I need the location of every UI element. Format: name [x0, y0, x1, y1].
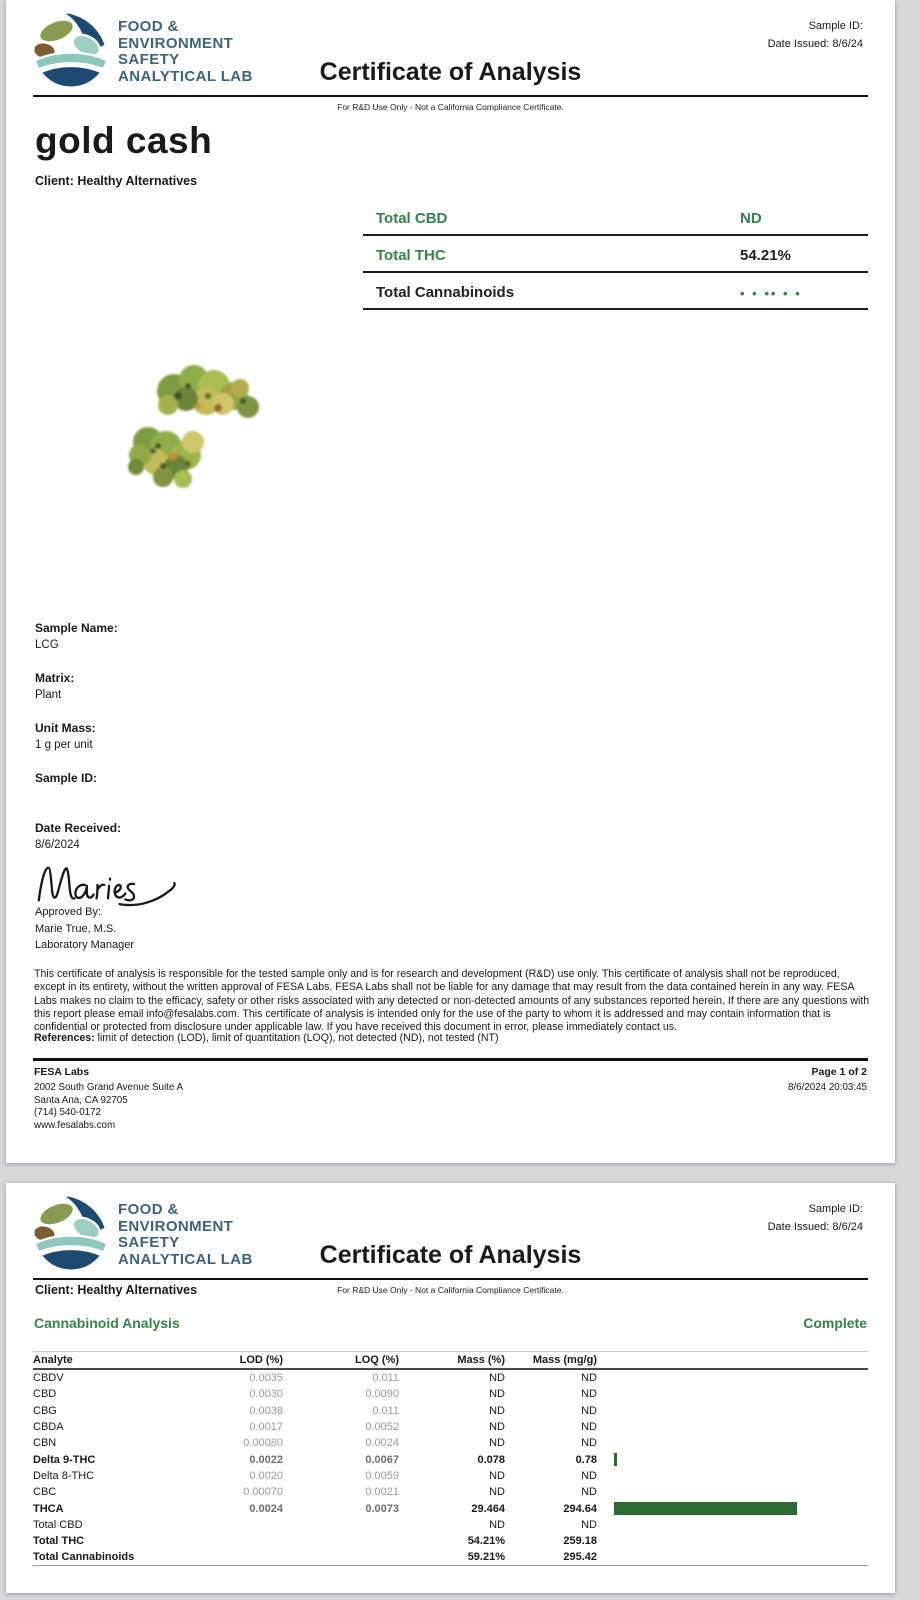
- totals-label: Total Cannabinoids: [376, 284, 515, 301]
- cell-mass-mgg: ND: [581, 1469, 597, 1482]
- cell-analyte: Total THC: [33, 1535, 85, 1548]
- sample-details: [35, 620, 121, 870]
- lab-name-line: ENVIRONMENT: [118, 34, 234, 52]
- mass-bar: [614, 1453, 617, 1466]
- table-row: [33, 1419, 868, 1435]
- approval-block: [35, 904, 134, 954]
- cell-mass-pct: ND: [489, 1404, 505, 1417]
- cell-loq: 0.0021: [365, 1486, 399, 1499]
- cell-mass-pct: ND: [489, 1469, 505, 1482]
- cell-analyte: Total CBD: [33, 1518, 83, 1531]
- footer-lab-block: [34, 1066, 183, 1132]
- field-label: Unit Mass:: [35, 721, 96, 735]
- lab-name-line: ENVIRONMENT: [118, 1217, 234, 1235]
- cell-analyte: THCA: [33, 1502, 64, 1515]
- cell-lod: 0.0024: [249, 1502, 283, 1515]
- cell-analyte: CBC: [33, 1486, 57, 1499]
- sample-field: [35, 720, 121, 770]
- cell-mass-pct: 0.078: [477, 1453, 505, 1466]
- coa-page-2: [6, 1183, 895, 1593]
- field-label: Matrix:: [35, 671, 75, 685]
- mass-bar-cell: [614, 1535, 868, 1548]
- approved-by-label: Approved By:: [35, 906, 102, 918]
- sample-field: [35, 770, 121, 820]
- cell-mass-pct: 54.21%: [467, 1535, 505, 1548]
- status-badge: Complete: [803, 1315, 867, 1331]
- mass-bar-cell: [614, 1469, 868, 1482]
- totals-row: [363, 199, 868, 236]
- cell-lod: 0.0022: [249, 1453, 283, 1466]
- cell-loq: 0.011: [372, 1372, 399, 1385]
- cell-mass-pct: ND: [489, 1372, 505, 1385]
- mass-bar-cell: [614, 1372, 868, 1385]
- cell-loq: 0.0024: [365, 1437, 399, 1450]
- page-number: Page 1 of 2: [811, 1066, 867, 1078]
- references-label: References:: [34, 1032, 95, 1044]
- col-mass-mgg: Mass (mg/g): [532, 1354, 597, 1366]
- col-mass-pct: Mass (%): [457, 1354, 505, 1366]
- totals-row: [363, 273, 868, 310]
- cell-lod: 0.00070: [243, 1486, 283, 1499]
- col-loq: LOQ (%): [355, 1354, 399, 1366]
- field-value: Plant: [35, 689, 62, 701]
- date-issued: Date Issued: 8/6/24: [767, 1221, 863, 1233]
- totals-label: Total THC: [376, 247, 446, 264]
- address-line: 2002 South Grand Avenue Suite A: [34, 1082, 184, 1093]
- cell-mass-pct: 29.464: [471, 1502, 505, 1515]
- approver-name: Marie True, M.S.: [35, 922, 117, 935]
- header-divider: [33, 1278, 868, 1280]
- table-row: [33, 1435, 868, 1451]
- cell-lod: 0.0038: [249, 1404, 283, 1417]
- field-value: 8/6/2024: [35, 839, 80, 851]
- address-line: Santa Ana, CA 92705: [34, 1094, 128, 1106]
- cell-analyte: CBN: [33, 1437, 57, 1450]
- field-label: Sample Name:: [35, 621, 118, 635]
- cell-lod: 0.0035: [249, 1372, 283, 1385]
- cell-mass-mgg: 295.42: [563, 1550, 597, 1563]
- table-row: [33, 1468, 868, 1484]
- col-lod: LOD (%): [239, 1354, 283, 1366]
- totals-value: 54.21%: [740, 247, 791, 264]
- sample-id-label: Sample ID:: [808, 20, 863, 32]
- mass-bar: [614, 1502, 797, 1515]
- table-row: [33, 1403, 868, 1419]
- totals-label: Total CBD: [376, 210, 448, 227]
- table-header-row: [33, 1351, 868, 1370]
- field-value: LCG: [35, 639, 59, 651]
- lab-name-line: FOOD &: [118, 18, 179, 35]
- lab-name-line: SAFETY: [118, 51, 180, 68]
- cell-analyte: CBDV: [33, 1372, 64, 1385]
- coa-page-1: [6, 0, 895, 1163]
- totals-summary: [363, 199, 868, 310]
- rd-use-disclaimer: For R&D Use Only - Not a California Compliance Certificate.: [337, 102, 564, 112]
- product-name: gold cash: [35, 120, 213, 161]
- lab-website-link[interactable]: www.fesalabs.com: [34, 1119, 116, 1131]
- sample-id-label: Sample ID:: [808, 1203, 863, 1215]
- cell-lod: 0.00080: [243, 1437, 283, 1450]
- signature: [32, 858, 187, 908]
- table-row: [33, 1517, 868, 1533]
- references-line: [34, 1032, 871, 1044]
- cell-mass-pct: ND: [489, 1518, 505, 1531]
- cell-mass-mgg: ND: [581, 1372, 597, 1385]
- approver-title: Laboratory Manager: [35, 939, 135, 951]
- cell-loq: 0.0090: [365, 1388, 399, 1401]
- date-issued: Date Issued: 8/6/24: [767, 38, 863, 50]
- cell-loq: 0.0052: [365, 1421, 399, 1434]
- client-name: Client: Healthy Alternatives: [35, 1283, 198, 1297]
- footer-divider: [33, 1058, 868, 1061]
- cell-loq: 0.0073: [365, 1502, 399, 1515]
- header-meta: [768, 1200, 863, 1236]
- cell-mass-mgg: ND: [581, 1388, 597, 1401]
- cell-mass-mgg: 259.18: [563, 1535, 597, 1548]
- col-analyte: Analyte: [33, 1354, 73, 1366]
- cell-loq: 0.0059: [365, 1469, 399, 1482]
- table-row: [33, 1549, 868, 1565]
- footer-address: [34, 1082, 183, 1132]
- cell-mass-mgg: 0.78: [575, 1453, 597, 1466]
- cell-lod: 0.0030: [249, 1388, 283, 1401]
- cell-analyte: CBD: [33, 1388, 57, 1401]
- cell-loq: 0.011: [372, 1404, 399, 1417]
- cell-mass-pct: 59.21%: [467, 1550, 505, 1563]
- mass-bar-cell: [614, 1486, 868, 1499]
- cell-mass-pct: ND: [489, 1421, 505, 1434]
- header-meta: [768, 17, 863, 53]
- table-row: [33, 1451, 868, 1467]
- section-title: Cannabinoid Analysis: [34, 1315, 180, 1331]
- table-row: [33, 1386, 868, 1402]
- mass-bar-cell: [614, 1550, 868, 1563]
- cell-mass-mgg: ND: [581, 1486, 597, 1499]
- header-divider: [33, 95, 868, 97]
- totals-row: [363, 236, 868, 273]
- rd-use-disclaimer: For R&D Use Only - Not a California Compliance Certificate.: [337, 1285, 564, 1295]
- sample-field: [35, 670, 121, 720]
- cell-analyte: CBG: [33, 1404, 57, 1417]
- cell-mass-mgg: ND: [581, 1437, 597, 1450]
- totals-value: ND: [740, 210, 762, 227]
- references-text: limit of detection (LOD), limit of quantitation (LOQ), not detected (ND), not tested (NT): [94, 1032, 499, 1044]
- legal-disclaimer: This certificate of analysis is responsible for the tested sample only and is for research and development (R&D) use only. This certificate of analysis shall not be reproduced, except in its entirety, without the written approval of FESA Labs. FESA Labs shall not be liable for any damage that may result from the data contained herein in any way. FESA Labs makes no claim to the efficacy, safety or other risks associated with any detected or non-detected amounts of any substances reported herein. If there are any questions with this report please email info@fesalabs.com. This certificate of analysis is intended only for the use of the party to whom it is addressed and may contain information that is confidential or protected from disclosure under applicable law. If you have received this document in error, please immediately contact us.: [34, 968, 870, 1034]
- table-row: [33, 1370, 868, 1386]
- field-label: Sample ID:: [35, 771, 98, 785]
- field-value: 1 g per unit: [35, 739, 93, 751]
- cell-analyte: Delta 8-THC: [33, 1469, 95, 1482]
- page-title: Certificate of Analysis: [319, 58, 582, 86]
- lab-name-line: ANALYTICAL LAB: [118, 1250, 253, 1268]
- lab-name-line: ANALYTICAL LAB: [118, 67, 253, 85]
- page-footer: [34, 1066, 867, 1132]
- mass-bar-cell: [614, 1453, 868, 1466]
- table-row: [33, 1533, 868, 1549]
- mass-bar-cell: [614, 1404, 868, 1417]
- field-label: Date Received:: [35, 821, 122, 835]
- table-row: [33, 1500, 868, 1516]
- cell-mass-mgg: ND: [581, 1404, 597, 1417]
- mass-bar-cell: [614, 1502, 868, 1515]
- lab-name-line: FOOD &: [118, 1201, 179, 1218]
- mass-bar-cell: [614, 1421, 868, 1434]
- cell-analyte: Total Cannabinoids: [33, 1550, 135, 1563]
- client-name: Client: Healthy Alternatives: [35, 174, 198, 188]
- cell-mass-mgg: ND: [581, 1518, 597, 1531]
- footer-page-block: [788, 1066, 867, 1132]
- cell-mass-pct: ND: [489, 1486, 505, 1499]
- lab-name-line: SAFETY: [118, 1234, 180, 1251]
- totals-value: • • •• • •: [740, 286, 802, 301]
- print-timestamp: 8/6/2024 20:03:45: [788, 1082, 867, 1093]
- footer-lab-name: FESA Labs: [34, 1066, 90, 1078]
- cell-loq: 0.0067: [365, 1453, 399, 1466]
- cell-mass-mgg: ND: [581, 1421, 597, 1434]
- section-header: [34, 1315, 867, 1331]
- cell-analyte: CBDA: [33, 1421, 64, 1434]
- cell-mass-mgg: 294.64: [563, 1502, 597, 1515]
- cell-mass-pct: ND: [489, 1388, 505, 1401]
- page-title: Certificate of Analysis: [319, 1241, 582, 1269]
- table-row: [33, 1484, 868, 1500]
- cell-analyte: Delta 9-THC: [33, 1453, 96, 1466]
- cell-mass-pct: ND: [489, 1437, 505, 1450]
- address-line: (714) 540-0172: [34, 1107, 101, 1119]
- cannabinoid-table: [33, 1351, 868, 1566]
- mass-bar-cell: [614, 1388, 868, 1401]
- cell-lod: 0.0020: [249, 1469, 283, 1482]
- mass-bar-cell: [614, 1518, 868, 1531]
- cell-lod: 0.0017: [249, 1421, 283, 1434]
- sample-photo: [96, 346, 271, 504]
- mass-bar-cell: [614, 1437, 868, 1450]
- sample-field: [35, 620, 121, 670]
